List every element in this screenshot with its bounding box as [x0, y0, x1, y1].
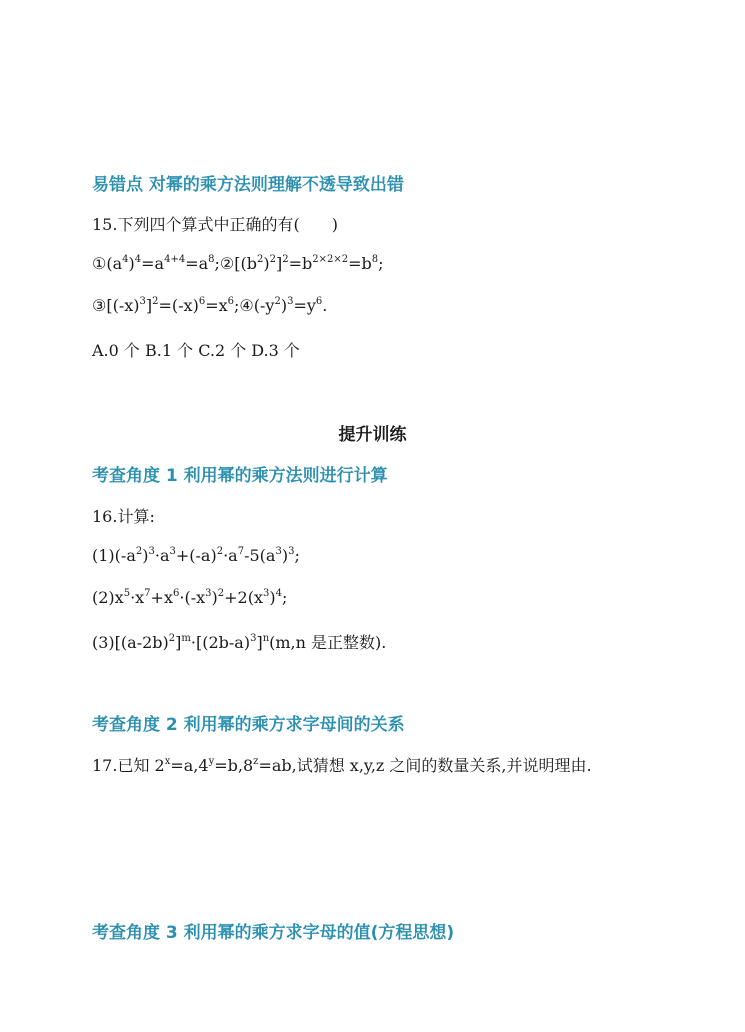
angle1-heading: 考查角度 1 利用幂的乘方法则进行计算 [92, 466, 388, 486]
angle2-heading: 考查角度 2 利用幂的乘方求字母间的关系 [92, 715, 405, 735]
q16-part3: $(3)[(a-2b)^2]^m\cdot[(2b-a)^3]^n(m,n$ 是正整数). [92, 633, 387, 652]
q15-options: A.0 个 B.1 个 C.2 个 D.3 个 [92, 341, 300, 360]
q17-stem: 17.已知 $2^x=a,4^y=b,8^z=ab$,试猜想 x,y,z 之间的数量关系,并说明理由. [92, 756, 592, 775]
q15-stem: 15.下列四个算式中正确的有( ) [92, 215, 338, 234]
q15-line2: $③[(-x)^3]^2=(-x)^6=x^6;④(-y^2)^3=y^6$. [92, 296, 328, 315]
q16-stem: 16.计算: [92, 507, 155, 526]
error-section-heading: 易错点 对幂的乘方法则理解不透导致出错 [92, 175, 404, 195]
q16-part2: $(2)x^5\cdot x^7+x^6\cdot(-x^3)^2+2(x^3)^4$; [92, 588, 288, 607]
q15-line1: $①(a^4)^4=a^{4+4}=a^8;②[(b^2)^2]^2=b^{2\times 2\times 2}=b^8$; [92, 254, 384, 273]
angle3-heading: 考查角度 3 利用幂的乘方求字母的值(方程思想) [92, 923, 455, 943]
training-title: 提升训练 [338, 425, 407, 445]
q16-part1: $(1)(-a^2)^3\cdot a^3+(-a)^2\cdot a^7-5(a^3)^3$; [92, 546, 300, 565]
